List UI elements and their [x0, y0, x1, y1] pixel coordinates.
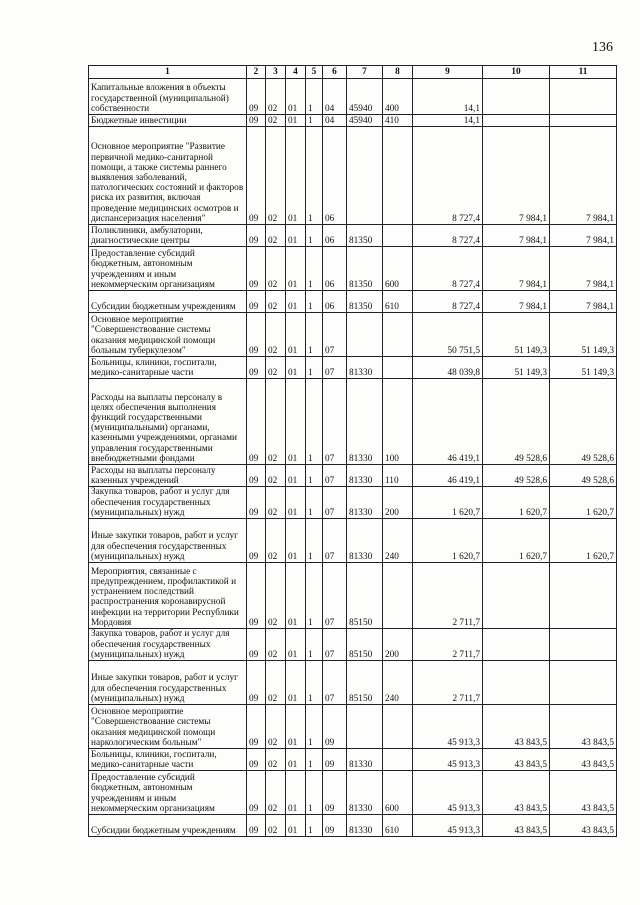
- amount-cell: 8 727,4: [413, 225, 483, 247]
- amount-cell: [550, 79, 617, 115]
- amount-cell: 2 711,7: [413, 563, 483, 629]
- amount-cell: 7 984,1: [550, 225, 617, 247]
- code-cell: 1: [306, 519, 323, 563]
- amount-cell: 14,1: [413, 79, 483, 115]
- row-name-cell: Бюджетные инвестиции: [89, 115, 247, 127]
- amount-cell: 51 149,3: [483, 313, 550, 357]
- table-row: [89, 749, 617, 771]
- code-cell: 02: [266, 749, 286, 771]
- column-header: 5: [306, 66, 323, 79]
- table-row: [89, 487, 617, 519]
- table-row: [89, 247, 617, 291]
- code-cell: 07: [323, 519, 347, 563]
- page-number: 136: [592, 40, 613, 55]
- amount-cell: 1 620,7: [483, 487, 550, 519]
- code-cell: 81330: [347, 379, 383, 465]
- code-cell: 09: [247, 487, 266, 519]
- code-cell: 45940: [347, 115, 383, 127]
- amount-cell: 7 984,1: [483, 127, 550, 225]
- code-cell: 240: [383, 661, 413, 705]
- row-name-cell: Основное мероприятие "Развитие первичной медико-санитарной помощи, а также системы раннего выявления заболеваний, патологических состояний и факторов риска их развития, включая проведение медицинских осмотров и диспансеризация населения": [89, 127, 247, 225]
- code-cell: 09: [247, 563, 266, 629]
- code-cell: 01: [286, 357, 306, 379]
- code-cell: 1: [306, 465, 323, 487]
- code-cell: [347, 127, 383, 225]
- code-cell: 1: [306, 661, 323, 705]
- code-cell: 02: [266, 519, 286, 563]
- row-name-cell: Больницы, клиники, госпитали, медико-санитарные части: [89, 357, 247, 379]
- table-row: [89, 115, 617, 127]
- code-cell: 81350: [347, 225, 383, 247]
- amount-cell: 48 039,8: [413, 357, 483, 379]
- code-cell: 02: [266, 247, 286, 291]
- code-cell: 06: [323, 291, 347, 313]
- code-cell: 410: [383, 115, 413, 127]
- amount-cell: 43 843,5: [483, 815, 550, 837]
- code-cell: 09: [247, 771, 266, 815]
- column-header: 7: [347, 66, 383, 79]
- code-cell: 07: [323, 379, 347, 465]
- column-header: 4: [286, 66, 306, 79]
- code-cell: 02: [266, 127, 286, 225]
- amount-cell: 1 620,7: [483, 519, 550, 563]
- code-cell: 09: [247, 379, 266, 465]
- amount-cell: 43 843,5: [550, 749, 617, 771]
- code-cell: 200: [383, 629, 413, 661]
- amount-cell: 14,1: [413, 115, 483, 127]
- table-header-row: [89, 66, 617, 79]
- code-cell: 01: [286, 291, 306, 313]
- code-cell: 01: [286, 705, 306, 749]
- code-cell: 610: [383, 815, 413, 837]
- code-cell: 110: [383, 465, 413, 487]
- amount-cell: [483, 563, 550, 629]
- amount-cell: 8 727,4: [413, 247, 483, 291]
- code-cell: 02: [266, 225, 286, 247]
- code-cell: 81350: [347, 291, 383, 313]
- amount-cell: 1 620,7: [413, 487, 483, 519]
- code-cell: 02: [266, 487, 286, 519]
- row-name-cell: Предоставление субсидий бюджетным, автономным учреждениям и иным некоммерческим организациям: [89, 771, 247, 815]
- code-cell: 1: [306, 487, 323, 519]
- row-name-cell: Иные закупки товаров, работ и услуг для обеспечения государственных (муниципальных) нужд: [89, 661, 247, 705]
- budget-table: [88, 65, 617, 837]
- code-cell: [383, 749, 413, 771]
- code-cell: 07: [323, 661, 347, 705]
- code-cell: 01: [286, 629, 306, 661]
- code-cell: 09: [247, 313, 266, 357]
- row-name-cell: Основное мероприятие "Совершенствование системы оказания медицинской помощи наркологическим больным": [89, 705, 247, 749]
- amount-cell: 7 984,1: [550, 291, 617, 313]
- row-name-cell: Расходы на выплаты персоналу казенных учреждений: [89, 465, 247, 487]
- code-cell: 1: [306, 291, 323, 313]
- code-cell: 1: [306, 705, 323, 749]
- amount-cell: 7 984,1: [550, 247, 617, 291]
- amount-cell: [483, 661, 550, 705]
- code-cell: 02: [266, 771, 286, 815]
- code-cell: [383, 225, 413, 247]
- code-cell: 100: [383, 379, 413, 465]
- row-name-cell: Мероприятия, связанные с предупреждением, профилактикой и устранением последствий распространения коронавирусной инфекции на территории Республики Мордовия: [89, 563, 247, 629]
- column-header: 8: [383, 66, 413, 79]
- code-cell: 01: [286, 115, 306, 127]
- code-cell: 02: [266, 357, 286, 379]
- code-cell: 1: [306, 313, 323, 357]
- column-header: 3: [266, 66, 286, 79]
- amount-cell: [550, 661, 617, 705]
- column-header: 10: [483, 66, 550, 79]
- code-cell: 07: [323, 357, 347, 379]
- code-cell: 1: [306, 225, 323, 247]
- code-cell: 01: [286, 127, 306, 225]
- amount-cell: [550, 563, 617, 629]
- code-cell: 81330: [347, 771, 383, 815]
- code-cell: 04: [323, 79, 347, 115]
- table-row: [89, 661, 617, 705]
- code-cell: 01: [286, 225, 306, 247]
- table-row: [89, 79, 617, 115]
- table-row: [89, 519, 617, 563]
- code-cell: 09: [247, 115, 266, 127]
- table-row: [89, 629, 617, 661]
- code-cell: 240: [383, 519, 413, 563]
- code-cell: 09: [247, 519, 266, 563]
- code-cell: 1: [306, 771, 323, 815]
- code-cell: 09: [247, 291, 266, 313]
- amount-cell: 45 913,3: [413, 749, 483, 771]
- amount-cell: 50 751,5: [413, 313, 483, 357]
- amount-cell: 7 984,1: [483, 247, 550, 291]
- code-cell: 09: [323, 815, 347, 837]
- amount-cell: 8 727,4: [413, 291, 483, 313]
- code-cell: 01: [286, 247, 306, 291]
- code-cell: 09: [247, 465, 266, 487]
- code-cell: 1: [306, 563, 323, 629]
- code-cell: 06: [323, 127, 347, 225]
- code-cell: 07: [323, 629, 347, 661]
- amount-cell: [483, 115, 550, 127]
- row-name-cell: Субсидии бюджетным учреждениям: [89, 291, 247, 313]
- row-name-cell: Капитальные вложения в объекты государственной (муниципальной) собственности: [89, 79, 247, 115]
- table-row: [89, 379, 617, 465]
- code-cell: 02: [266, 661, 286, 705]
- code-cell: 09: [247, 629, 266, 661]
- code-cell: 02: [266, 705, 286, 749]
- amount-cell: 43 843,5: [483, 705, 550, 749]
- code-cell: 01: [286, 519, 306, 563]
- code-cell: 1: [306, 629, 323, 661]
- row-name-cell: Закупка товаров, работ и услуг для обеспечения государственных (муниципальных) нужд: [89, 629, 247, 661]
- code-cell: [383, 705, 413, 749]
- code-cell: 1: [306, 115, 323, 127]
- code-cell: 600: [383, 247, 413, 291]
- code-cell: 02: [266, 313, 286, 357]
- code-cell: 400: [383, 79, 413, 115]
- amount-cell: 7 984,1: [483, 291, 550, 313]
- amount-cell: 45 913,3: [413, 771, 483, 815]
- code-cell: [383, 313, 413, 357]
- code-cell: 09: [247, 247, 266, 291]
- table-row: [89, 465, 617, 487]
- amount-cell: 1 620,7: [550, 519, 617, 563]
- code-cell: 1: [306, 379, 323, 465]
- code-cell: 02: [266, 563, 286, 629]
- row-name-cell: Предоставление субсидий бюджетным, автономным учреждениям и иным некоммерческим организациям: [89, 247, 247, 291]
- table-row: [89, 291, 617, 313]
- code-cell: 01: [286, 465, 306, 487]
- amount-cell: 1 620,7: [413, 519, 483, 563]
- amount-cell: 43 843,5: [550, 705, 617, 749]
- code-cell: 600: [383, 771, 413, 815]
- row-name-cell: Основное мероприятие "Совершенствование системы оказания медицинской помощи больным туберкулезом": [89, 313, 247, 357]
- code-cell: 01: [286, 749, 306, 771]
- code-cell: 1: [306, 815, 323, 837]
- code-cell: 1: [306, 79, 323, 115]
- amount-cell: 43 843,5: [483, 771, 550, 815]
- column-header: 11: [550, 66, 617, 79]
- code-cell: 81330: [347, 487, 383, 519]
- table-row: [89, 357, 617, 379]
- row-name-cell: Поликлиники, амбулатории, диагностические центры: [89, 225, 247, 247]
- code-cell: 09: [323, 705, 347, 749]
- amount-cell: [483, 79, 550, 115]
- row-name-cell: Иные закупки товаров, работ и услуг для обеспечения государственных (муниципальных) нужд: [89, 519, 247, 563]
- amount-cell: [550, 629, 617, 661]
- code-cell: 02: [266, 115, 286, 127]
- code-cell: 02: [266, 79, 286, 115]
- code-cell: [347, 705, 383, 749]
- code-cell: 81330: [347, 749, 383, 771]
- amount-cell: 49 528,6: [550, 465, 617, 487]
- amount-cell: [550, 115, 617, 127]
- amount-cell: 2 711,7: [413, 661, 483, 705]
- code-cell: 06: [323, 247, 347, 291]
- amount-cell: 46 419,1: [413, 465, 483, 487]
- amount-cell: 49 528,6: [550, 379, 617, 465]
- code-cell: 09: [247, 661, 266, 705]
- code-cell: 1: [306, 357, 323, 379]
- amount-cell: 7 984,1: [483, 225, 550, 247]
- amount-cell: 51 149,3: [550, 357, 617, 379]
- amount-cell: 46 419,1: [413, 379, 483, 465]
- code-cell: 07: [323, 487, 347, 519]
- code-cell: 1: [306, 749, 323, 771]
- code-cell: 07: [323, 465, 347, 487]
- code-cell: 02: [266, 465, 286, 487]
- amount-cell: 51 149,3: [550, 313, 617, 357]
- column-header: 9: [413, 66, 483, 79]
- code-cell: 09: [247, 357, 266, 379]
- code-cell: 01: [286, 661, 306, 705]
- code-cell: 09: [323, 749, 347, 771]
- code-cell: 81350: [347, 247, 383, 291]
- code-cell: 01: [286, 771, 306, 815]
- table-body: [89, 79, 617, 837]
- code-cell: 81330: [347, 357, 383, 379]
- code-cell: 01: [286, 563, 306, 629]
- code-cell: 09: [247, 79, 266, 115]
- code-cell: 01: [286, 487, 306, 519]
- code-cell: 01: [286, 79, 306, 115]
- code-cell: 45940: [347, 79, 383, 115]
- code-cell: 02: [266, 815, 286, 837]
- code-cell: 09: [247, 127, 266, 225]
- amount-cell: 49 528,6: [483, 465, 550, 487]
- amount-cell: 7 984,1: [550, 127, 617, 225]
- code-cell: 81330: [347, 465, 383, 487]
- table-row: [89, 771, 617, 815]
- code-cell: [383, 563, 413, 629]
- code-cell: 85150: [347, 563, 383, 629]
- column-header: 2: [247, 66, 266, 79]
- code-cell: 81330: [347, 815, 383, 837]
- amount-cell: 45 913,3: [413, 815, 483, 837]
- amount-cell: 49 528,6: [483, 379, 550, 465]
- code-cell: 85150: [347, 629, 383, 661]
- row-name-cell: Больницы, клиники, госпитали, медико-санитарные части: [89, 749, 247, 771]
- row-name-cell: Закупка товаров, работ и услуг для обеспечения государственных (муниципальных) нужд: [89, 487, 247, 519]
- code-cell: 04: [323, 115, 347, 127]
- code-cell: 200: [383, 487, 413, 519]
- code-cell: 09: [247, 705, 266, 749]
- amount-cell: 43 843,5: [550, 815, 617, 837]
- code-cell: 01: [286, 815, 306, 837]
- code-cell: 09: [247, 225, 266, 247]
- column-header: 1: [89, 66, 247, 79]
- code-cell: [383, 127, 413, 225]
- amount-cell: 8 727,4: [413, 127, 483, 225]
- code-cell: [347, 313, 383, 357]
- amount-cell: [483, 629, 550, 661]
- code-cell: [383, 357, 413, 379]
- code-cell: 09: [247, 815, 266, 837]
- code-cell: 01: [286, 379, 306, 465]
- code-cell: 07: [323, 313, 347, 357]
- code-cell: 09: [247, 749, 266, 771]
- row-name-cell: Расходы на выплаты персоналу в целях обеспечения выполнения функций государственными (муниципальными) органами, казенными учреждениями, органами управления государственными внебюджетными фондами: [89, 379, 247, 465]
- code-cell: 07: [323, 563, 347, 629]
- amount-cell: 2 711,7: [413, 629, 483, 661]
- table-row: [89, 127, 617, 225]
- table-row: [89, 313, 617, 357]
- code-cell: 85150: [347, 661, 383, 705]
- code-cell: 610: [383, 291, 413, 313]
- table-row: [89, 705, 617, 749]
- code-cell: 02: [266, 291, 286, 313]
- table-row: [89, 563, 617, 629]
- amount-cell: 1 620,7: [550, 487, 617, 519]
- code-cell: 06: [323, 225, 347, 247]
- table-row: [89, 225, 617, 247]
- amount-cell: 45 913,3: [413, 705, 483, 749]
- code-cell: 81330: [347, 519, 383, 563]
- column-header: 6: [323, 66, 347, 79]
- table-row: [89, 815, 617, 837]
- amount-cell: 51 149,3: [483, 357, 550, 379]
- row-name-cell: Субсидии бюджетным учреждениям: [89, 815, 247, 837]
- amount-cell: 43 843,5: [483, 749, 550, 771]
- code-cell: 02: [266, 629, 286, 661]
- code-cell: 02: [266, 379, 286, 465]
- code-cell: 09: [323, 771, 347, 815]
- code-cell: 1: [306, 247, 323, 291]
- amount-cell: 43 843,5: [550, 771, 617, 815]
- code-cell: 01: [286, 313, 306, 357]
- code-cell: 1: [306, 127, 323, 225]
